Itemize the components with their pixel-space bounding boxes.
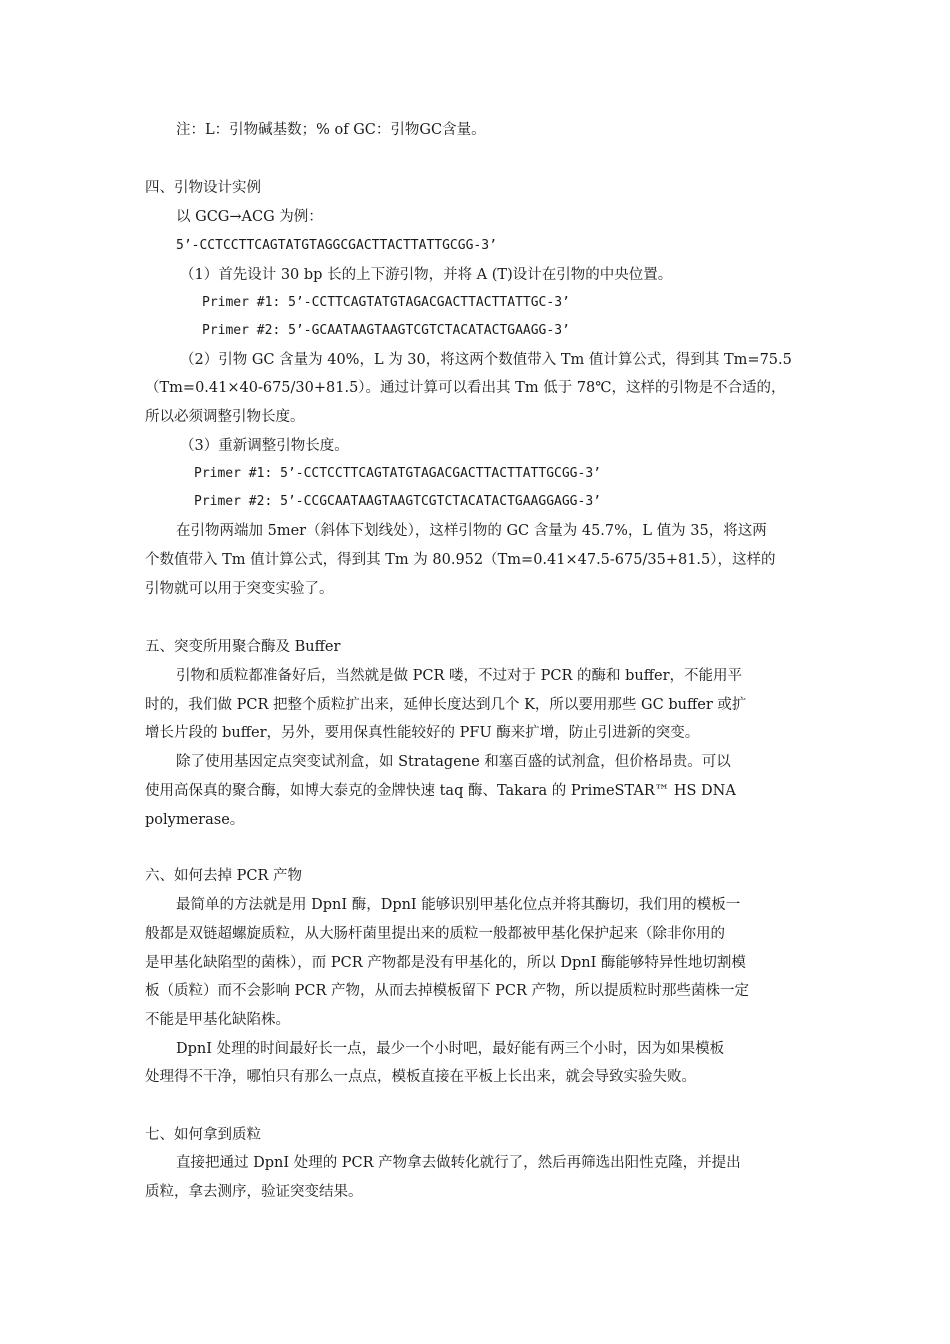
paragraph-line: 处理得不干净，哪怕只有那么一点点，模板直接在平板上长出来，就会导致实验失败。 <box>145 1069 696 1085</box>
paragraph-line: 引物就可以用于突变实验了。 <box>145 581 334 597</box>
primer-sequence: Primer #2: 5’-GCAATAAGTAAGTCGTCTACATACTGAAGG-3’ <box>202 323 570 338</box>
primer-sequence: Primer #1: 5’-CCTCCTTCAGTATGTAGACGACTTACTTATTGCGG-3’ <box>194 466 601 481</box>
paragraph-line: 引物和质粒都准备好后，当然就是做 PCR 喽，不过对于 PCR 的酶和 buffer，不能用平 <box>176 668 743 684</box>
section-heading-primer-design: 四、引物设计实例 <box>145 180 261 196</box>
paragraph-line: 质粒，拿去测序，验证突变结果。 <box>145 1184 363 1200</box>
paragraph-line: polymerase。 <box>145 812 245 828</box>
paragraph-line: 除了使用基因定点突变试剂盒，如 Stratagene 和塞百盛的试剂盒，但价格昂贵。可以 <box>176 754 731 770</box>
paragraph-line: 般都是双链超螺旋质粒，从大肠杆菌里提出来的质粒一般都被甲基化保护起来（除非你用的 <box>145 926 725 942</box>
paragraph-line: 不能是甲基化缺陷株。 <box>145 1012 290 1028</box>
paragraph-line: （Tm=0.41×40-675/30+81.5）。通过计算可以看出其 Tm 低于 78℃，这样的引物是不合适的， <box>145 380 786 396</box>
paragraph-line: DpnI 处理的时间最好长一点，最少一个小时吧，最好能有两三个小时，因为如果模板 <box>176 1041 725 1057</box>
paragraph-line: 使用高保真的聚合酶，如博大泰克的金牌快速 taq 酶、Takara 的 PrimeSTAR™ HS DNA <box>145 783 736 799</box>
paragraph-line: （2）引物 GC 含量为 40%，L 为 30，将这两个数值带入 Tm 值计算公式，得到其 Tm=75.5 <box>180 352 792 368</box>
primer-sequence: Primer #2: 5’-CCGCAATAAGTAAGTCGTCTACATACTGAAGGAGG-3’ <box>194 494 601 509</box>
paragraph-line: （1）首先设计 30 bp 长的上下游引物，并将 A (T)设计在引物的中央位置。 <box>180 267 673 283</box>
paragraph-line: 增长片段的 buffer，另外，要用保真性能较好的 PFU 酶来扩增，防止引进新的突变。 <box>145 725 700 741</box>
table-note: 注：L：引物碱基数；% of GC：引物GC含量。 <box>176 122 486 138</box>
paragraph-line: 是甲基化缺陷型的菌株），而 PCR 产物都是没有甲基化的，所以 DpnI 酶能够特异性地切割模 <box>145 955 746 971</box>
section-heading-polymerase: 五、突变所用聚合酶及 Buffer <box>145 639 341 655</box>
primer-sequence: Primer #1: 5’-CCTTCAGTATGTAGACGACTTACTTATTGC-3’ <box>202 295 570 310</box>
paragraph-line: 时的，我们做 PCR 把整个质粒扩出来，延伸长度达到几个 K，所以要用那些 GC buffer 或扩 <box>145 697 747 713</box>
section-heading-remove-template: 六、如何去掉 PCR 产物 <box>145 868 302 884</box>
paragraph-line: 板（质粒）而不会影响 PCR 产物，从而去掉模板留下 PCR 产物，所以提质粒时那些菌株一定 <box>145 983 749 999</box>
paragraph-line: 所以必须调整引物长度。 <box>145 409 305 425</box>
paragraph-line: 在引物两端加 5mer（斜体下划线处），这样引物的 GC 含量为 45.7%，L 值为 35，将这两 <box>176 523 767 539</box>
paragraph-line: 直接把通过 DpnI 处理的 PCR 产物拿去做转化就行了，然后再筛选出阳性克隆，并提出 <box>176 1155 741 1171</box>
paragraph-line: 以 GCG→ACG 为例： <box>176 209 323 225</box>
template-sequence: 5’-CCTCCTTCAGTATGTAGGCGACTTACTTATTGCGG-3’ <box>176 238 497 253</box>
paragraph-line: 最简单的方法就是用 DpnI 酶，DpnI 能够识别甲基化位点并将其酶切，我们用的模板一 <box>176 897 741 913</box>
section-heading-get-plasmid: 七、如何拿到质粒 <box>145 1127 261 1143</box>
paragraph-line: （3）重新调整引物长度。 <box>180 438 349 454</box>
paragraph-line: 个数值带入 Tm 值计算公式，得到其 Tm 为 80.952（Tm=0.41×47.5-675/35+81.5），这样的 <box>145 552 776 568</box>
